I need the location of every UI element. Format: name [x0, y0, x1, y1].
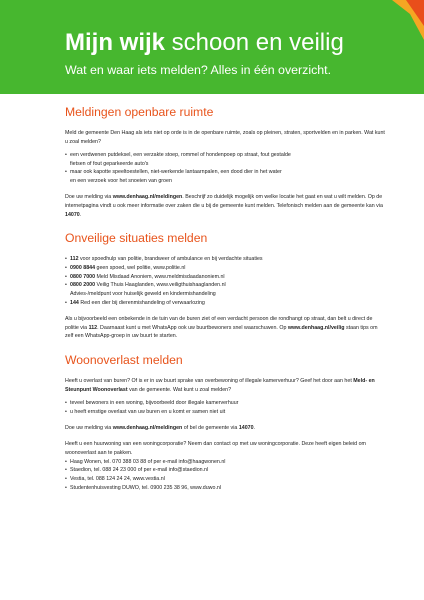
corporation-list — [65, 458, 385, 493]
intro-paragraph: Meld de gemeente Den Haag als iets niet op orde is in de openbare ruimte, zoals op pleinen, straten, sportvelden en in parken. Wat kunt u zoal melden? — [65, 130, 385, 145]
section-heading: Meldingen openbare ruimte — [65, 105, 214, 119]
page-subtitle: Wat en waar iets melden? Alles in één overzicht. — [65, 63, 332, 77]
list-item: • 0800 2000 Veilig Thuis Haaglanden, www.veiligthuishaaglanden.nl Advies-/meldpunt voor huiselijk geweld en kindermishandeling — [65, 281, 385, 298]
meldingen-link[interactable]: www.denhaag.nl/meldingen — [112, 424, 183, 431]
list-item: • Staedion, tel. 088 24 23 000 of per e-mail info@staedion.nl — [65, 466, 385, 475]
list-item: • een verdwenen putdeksel, een verzakte stoep, rommel of hondenpoep op straat, fout gestalde fietsen of fout geparkeerde auto's — [65, 151, 385, 168]
phone-number: 14070 — [238, 424, 254, 431]
header-banner — [0, 0, 424, 94]
meldingen-paragraph: Doe uw melding via www.denhaag.nl/meldingen of bel de gemeente via 14070. — [65, 424, 256, 431]
corporation-paragraph: Heeft u een huurwoning van een woningcorporatie? Neem dan contact op met uw woningcorporatie. Deze heeft eigen beleid om woonoverlast aan te pakken. — [65, 441, 366, 456]
title-bold: Mijn wijk — [65, 29, 166, 56]
list-item: • Haag Wonen, tel. 070 388 03 88 of per e-mail info@haagwonen.nl — [65, 458, 385, 467]
bullet-list — [65, 399, 385, 416]
list-item: • 144 Red een dier bij dierenmishandeling of verwaarlozing — [65, 299, 385, 308]
list-item: • teveel bewoners in een woning, bijvoorbeeld door illegale kamerverhuur — [65, 399, 385, 408]
list-item: • 112 voor spoedhulp van politie, brandweer of ambulance en bij verdachte situaties — [65, 255, 385, 264]
list-item: • Vestia, tel. 088 124 24 24, www.vestia.nl — [65, 475, 385, 484]
phone-number: 14070 — [65, 211, 80, 218]
list-item: • 0800 7000 Meld Misdaad Anoniem, www.meldmisdaadanoniem.nl — [65, 273, 385, 282]
list-item: • u heeft ernstige overlast van uw buren en u komt er samen niet uit — [65, 408, 385, 417]
section-onveilige-situaties — [65, 231, 385, 341]
section-heading: Woonoverlast melden — [65, 353, 183, 368]
veilig-link[interactable]: www.denhaag.nl/veilig — [287, 324, 345, 331]
main-content — [65, 105, 385, 497]
bullet-list — [65, 255, 385, 307]
title-rest: schoon en veilig — [165, 29, 344, 56]
page-title — [65, 30, 344, 56]
section-openbare-ruimte — [65, 105, 385, 219]
section-heading: Onveilige situaties melden — [65, 231, 208, 246]
outro-paragraph: Doe uw melding via www.denhaag.nl/meldingen. Beschrijf zo duidelijk mogelijk om welke locatie het gaat en wat u wilt melden. Op de internetpagina vindt u ook meer informatie over zaken die u bij de gemeente kunt melden. Telefonisch melden aan de gemeente kan via 14070. — [65, 194, 383, 218]
list-item: • maar ook kapotte speeltoestellen, niet-werkende lantaarnpalen, een dood dier in het water en een verzoek voor het snoeien van groen — [65, 168, 385, 185]
section-woonoverlast — [65, 353, 385, 492]
meldingen-link[interactable]: www.denhaag.nl/meldingen — [112, 194, 183, 201]
bullet-list — [65, 151, 385, 186]
whatsapp-paragraph: Als u bijvoorbeeld een onbekende in de tuin van de buren ziet of een verdacht persoon die rondhangt op straat, dan belt u direct de politie via 112. Daarnaast kunt u met WhatsApp ook uw buurtbewoners snel waarschuwen. Op www.denhaag.nl/veilig staan tips om zelf een WhatsApp-groep in uw buurt te starten. — [65, 316, 378, 340]
list-item: • Studentenhuisvesting DUWO, tel. 0900 235 38 96, www.duwo.nl — [65, 484, 385, 493]
list-item: • 0900 8844 geen spoed, wel politie, www.politie.nl — [65, 264, 385, 273]
intro-paragraph: Heeft u overlast van buren? Of is er in uw buurt sprake van overbewoning of illegale kamerverhuur? Geef het door aan het Meld- en Steunpunt Woonoverlast van de gemeente. Wat kunt u zoal melden? — [65, 378, 375, 393]
